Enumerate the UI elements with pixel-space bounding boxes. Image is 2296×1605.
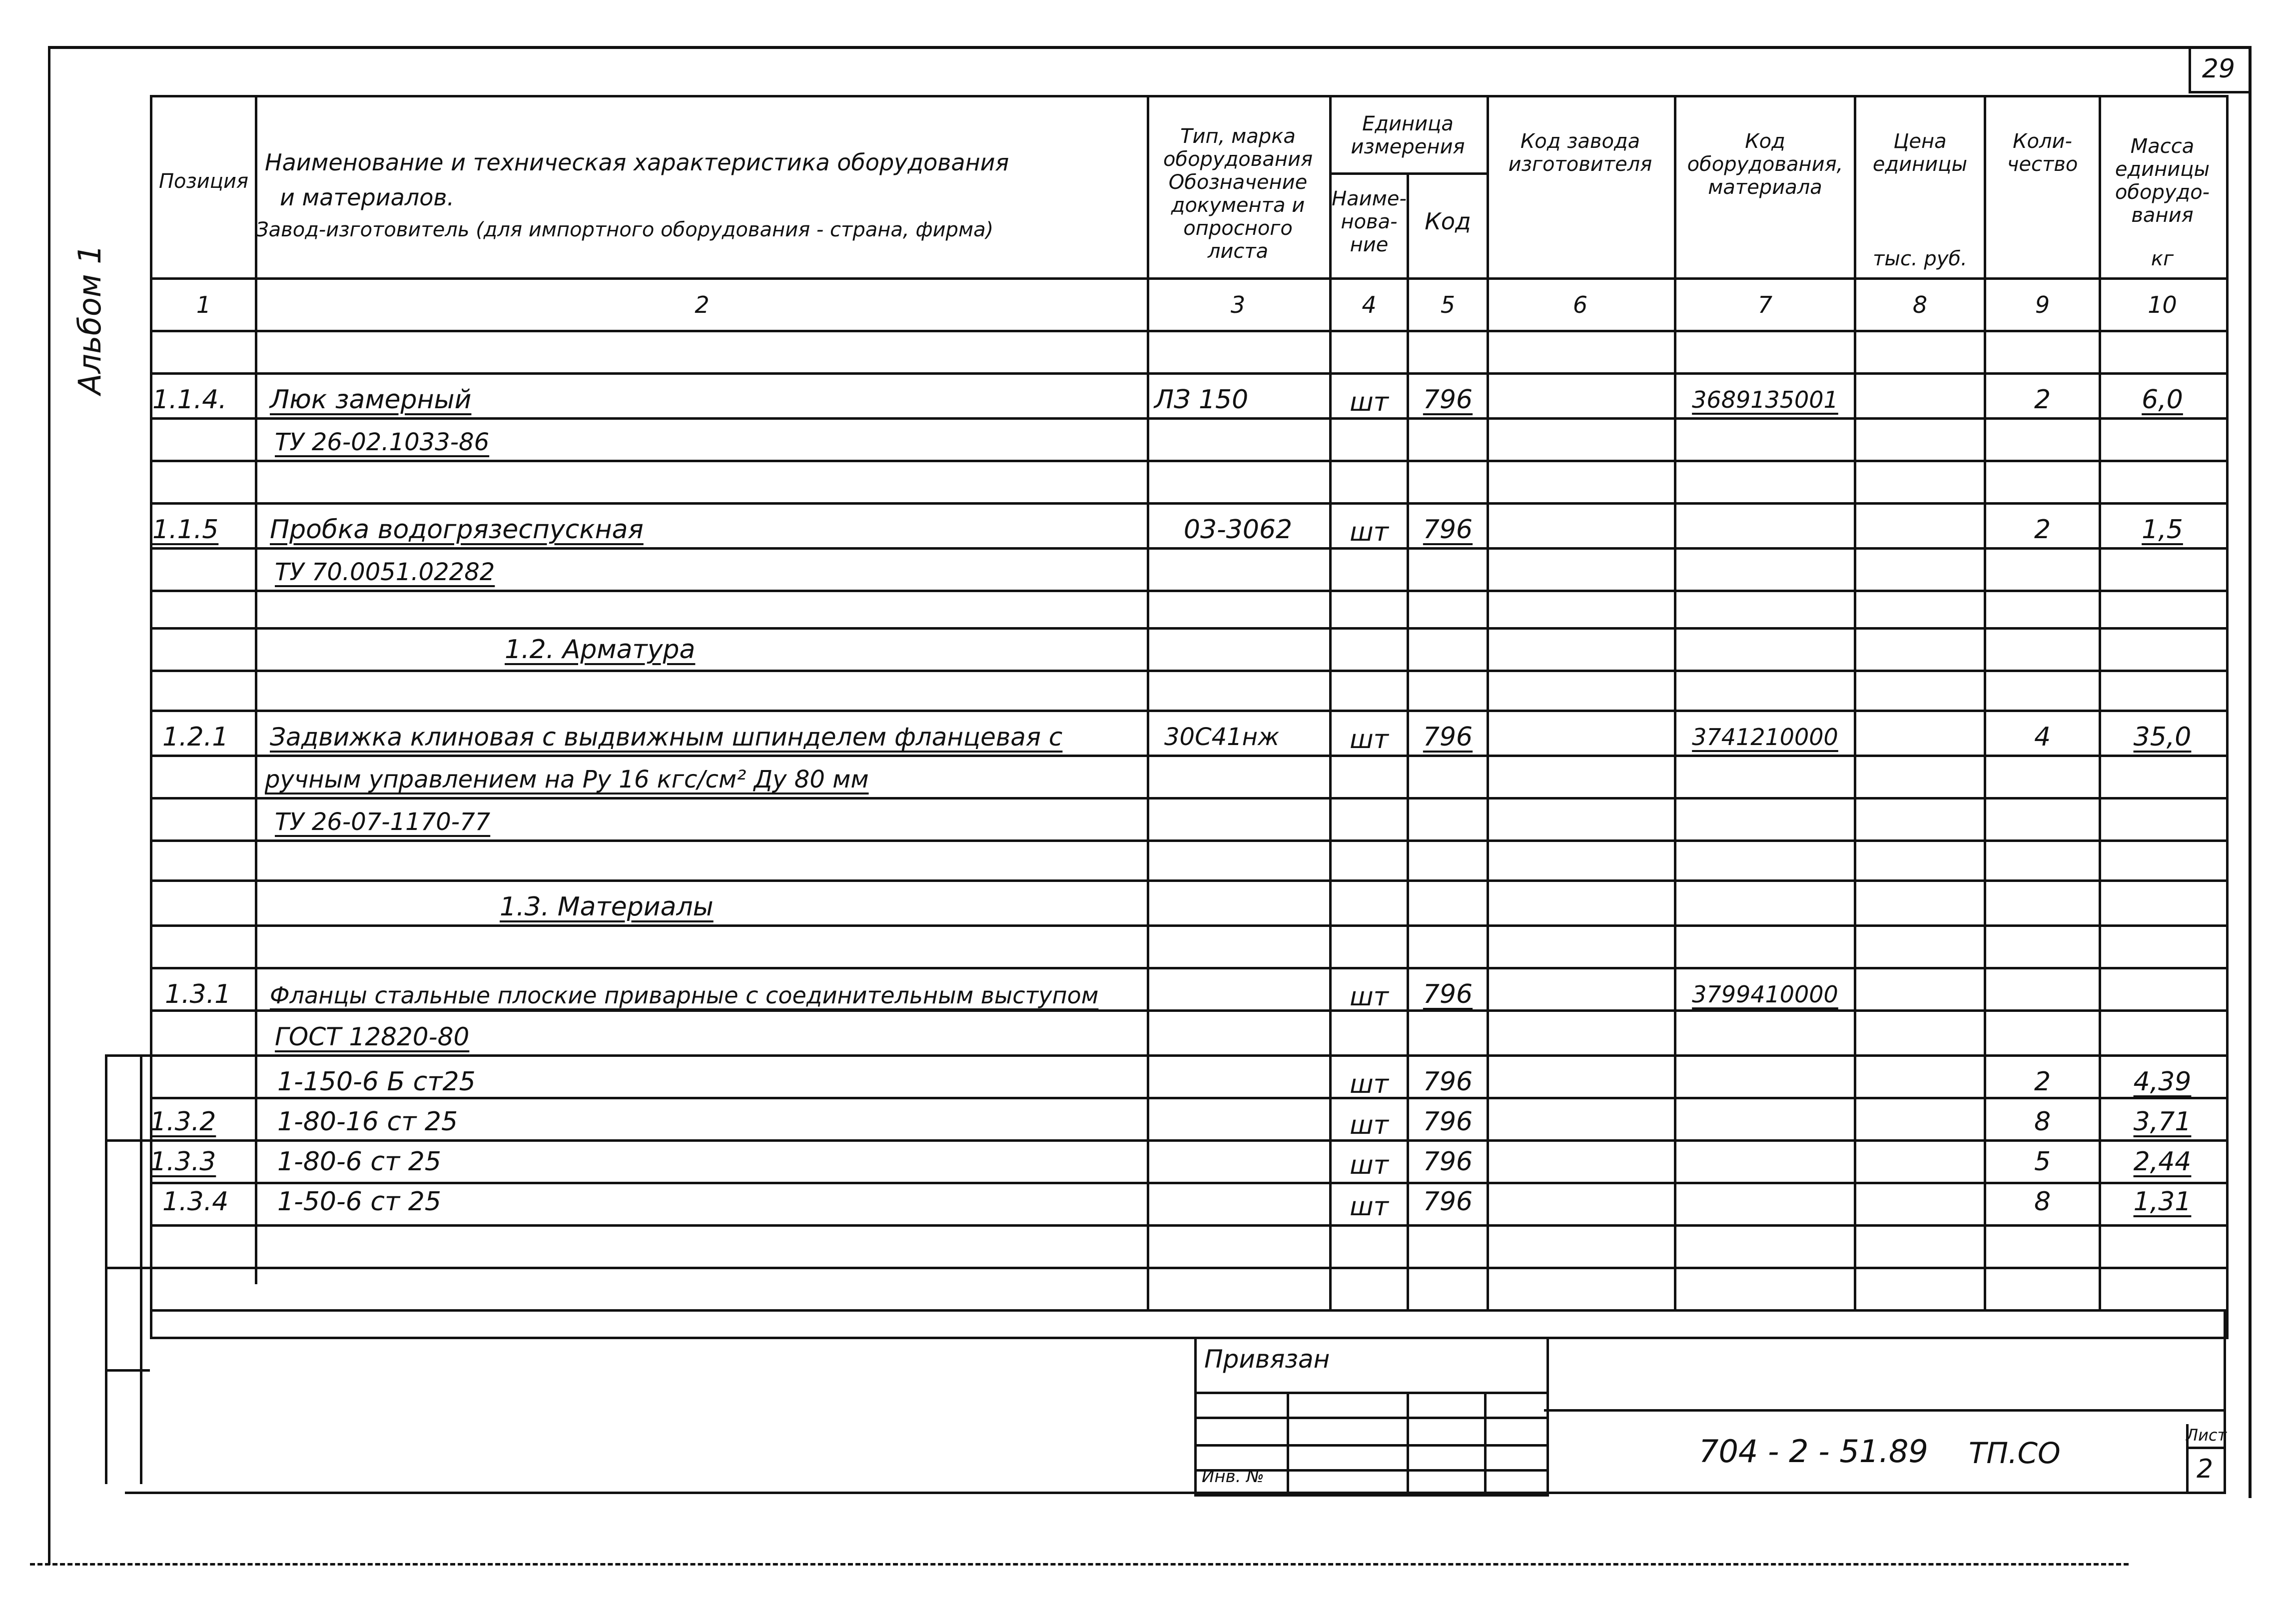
row-mass: 4,39 xyxy=(2133,1067,2192,1097)
inv-number-label: Инв. № xyxy=(1202,1467,1264,1487)
header-factory-code-line: Код завода xyxy=(1520,130,1640,153)
row-line xyxy=(150,1309,2226,1312)
row-quantity: 2 xyxy=(2034,515,2051,545)
album-label: Альбом 1 xyxy=(71,244,108,395)
header-mass-line: единицы xyxy=(2115,158,2210,181)
row-quantity: 4 xyxy=(2034,722,2051,752)
header-type-line: Обозначение xyxy=(1168,171,1308,194)
left-border xyxy=(48,46,50,1565)
row-quantity: 2 xyxy=(2034,385,2051,415)
header-factory-code xyxy=(1489,130,1671,176)
row-code: 796 xyxy=(1423,722,1473,752)
row-name: 1-50-6 ст 25 xyxy=(277,1187,441,1217)
row-code: 796 xyxy=(1423,1107,1473,1137)
row-code: 796 xyxy=(1423,979,1473,1009)
privyazan-line xyxy=(1194,1392,1546,1394)
header-name-line2: и материалов. xyxy=(280,184,455,211)
row-material-code: 3741210000 xyxy=(1692,724,1838,751)
row-name: Люк замерный xyxy=(270,385,472,415)
header-unit-name xyxy=(1332,187,1407,256)
header-factory-code-line: изготовителя xyxy=(1508,153,1652,176)
header-unit-line: измерения xyxy=(1351,135,1465,158)
header-subline xyxy=(1329,172,1487,175)
colnum: 2 xyxy=(695,291,710,318)
row-name: ТУ 26-02.1033-86 xyxy=(275,428,490,456)
row-name: ТУ 70.0051.02282 xyxy=(275,558,495,586)
row-line xyxy=(150,710,2226,712)
row-line xyxy=(150,1224,2226,1227)
header-price-line: единицы xyxy=(1872,153,1968,176)
header-unit-name-line: нова- xyxy=(1341,210,1398,233)
binding-strip-line xyxy=(105,1054,107,1484)
row-mass: 1,5 xyxy=(2142,515,2183,545)
colnum: 10 xyxy=(2148,291,2177,318)
sheet-number: 29 xyxy=(2202,54,2236,84)
row-position: 1.1.4. xyxy=(152,385,227,415)
header-type-line: документа и xyxy=(1171,194,1305,217)
row-name: Пробка водогрязеспускная xyxy=(270,515,644,545)
row-type: ЛЗ 150 xyxy=(1154,385,1249,415)
row-name: Фланцы стальные плоские приварные с соединительным выступом xyxy=(270,982,1099,1009)
row-line xyxy=(150,547,2226,550)
section-title-materialy: 1.3. Материалы xyxy=(500,892,714,922)
colnum: 3 xyxy=(1230,291,1246,318)
row-line xyxy=(150,879,2226,882)
binding-strip-line xyxy=(105,1054,150,1057)
colnum: 8 xyxy=(1912,291,1928,318)
row-mass: 3,71 xyxy=(2133,1107,2192,1137)
row-code: 796 xyxy=(1423,385,1473,415)
row-line xyxy=(150,1139,2226,1142)
row-quantity: 2 xyxy=(2034,1067,2051,1097)
row-unit: шт xyxy=(1350,1192,1389,1222)
header-type-line: листа xyxy=(1207,240,1269,263)
row-position: 1.1.5 xyxy=(152,515,219,545)
privyazan-col xyxy=(1287,1392,1289,1492)
header-mass-line: вания xyxy=(2131,204,2194,227)
row-line xyxy=(150,417,2226,420)
row-line xyxy=(150,1267,2226,1269)
sheet-number-bottom: 2 xyxy=(2196,1454,2214,1484)
row-unit: шт xyxy=(1350,1069,1389,1099)
colnum: 5 xyxy=(1440,291,1456,318)
header-type-line: оборудования xyxy=(1163,148,1313,171)
colnum: 1 xyxy=(196,291,211,318)
bottom-border xyxy=(30,1563,2129,1566)
row-position: 1.3.3 xyxy=(150,1147,216,1177)
row-line xyxy=(150,502,2226,505)
header-unit xyxy=(1332,112,1484,158)
binding-strip-line xyxy=(105,1267,150,1269)
header-name-line3: Завод-изготовитель (для импортного оборудования - страна, фирма) xyxy=(256,218,994,241)
col-line xyxy=(255,95,257,1284)
row-material-code: 3689135001 xyxy=(1692,386,1838,413)
sheet-label: Лист xyxy=(2186,1426,2227,1445)
row-mass: 6,0 xyxy=(2142,385,2183,415)
row-unit: шт xyxy=(1350,725,1389,755)
header-quantity-line: чество xyxy=(2007,153,2078,176)
privyazan-line xyxy=(1194,1444,1546,1447)
header-bottom-line xyxy=(150,277,2226,280)
row-line xyxy=(150,670,2226,672)
header-material-code-line: материала xyxy=(1708,176,1822,199)
row-code: 796 xyxy=(1423,1067,1473,1097)
stamp-top-line xyxy=(1544,1409,2226,1412)
row-code: 796 xyxy=(1423,1147,1473,1177)
document-type: ТП.СО xyxy=(1969,1436,2061,1470)
header-type-line: Тип, марка xyxy=(1180,125,1296,148)
privyazan-col xyxy=(1407,1392,1409,1492)
row-material-code: 3799410000 xyxy=(1692,981,1838,1008)
header-unit-code: Код xyxy=(1425,208,1471,235)
row-position: 1.3.1 xyxy=(165,979,231,1009)
row-name: Задвижка клиновая с выдвижным шпинделем фланцевая с xyxy=(270,723,1063,752)
row-name: 1-80-6 ст 25 xyxy=(277,1147,441,1177)
row-line xyxy=(150,1097,2226,1099)
colnum: 6 xyxy=(1572,291,1588,318)
row-code: 796 xyxy=(1423,1187,1473,1217)
document-code: 704 - 2 - 51.89 xyxy=(1699,1433,1928,1470)
header-type xyxy=(1149,125,1327,263)
header-position: Позиция xyxy=(158,170,249,193)
row-mass: 2,44 xyxy=(2133,1147,2192,1177)
header-unit-name-line: ние xyxy=(1350,233,1389,256)
header-material-code-line: Код xyxy=(1745,130,1785,153)
row-quantity: 8 xyxy=(2034,1107,2051,1137)
row-unit: шт xyxy=(1350,1110,1389,1140)
row-type: 30С41нж xyxy=(1164,723,1280,751)
row-line xyxy=(150,460,2226,462)
colnum: 9 xyxy=(2035,291,2050,318)
colnum: 7 xyxy=(1757,291,1773,318)
row-line xyxy=(150,627,2226,630)
row-line xyxy=(150,797,2226,800)
binding-strip-line xyxy=(105,1369,150,1372)
header-mass-unit: кг xyxy=(2151,247,2174,270)
row-unit: шт xyxy=(1350,982,1389,1012)
row-quantity: 8 xyxy=(2034,1187,2051,1217)
section-title-armatura: 1.2. Арматура xyxy=(505,635,696,665)
header-price-unit: тыс. руб. xyxy=(1873,247,1967,270)
row-name: ручным управлением на Ру 16 кгс/см² Ду 80 мм xyxy=(265,766,869,794)
row-line xyxy=(150,1182,2226,1184)
row-position: 1.2.1 xyxy=(162,722,229,752)
privyazan-line xyxy=(1194,1417,1546,1419)
binding-strip-line xyxy=(140,1054,142,1484)
colnum-bottom-line xyxy=(150,330,2226,332)
row-position: 1.3.4 xyxy=(162,1187,229,1217)
header-quantity-line: Коли- xyxy=(2013,130,2072,153)
header-mass xyxy=(2101,135,2224,227)
privyazan-col xyxy=(1484,1392,1487,1492)
row-line xyxy=(150,924,2226,927)
stamp-bottom-line xyxy=(125,1492,2226,1494)
header-name-line1: Наименование и техническая характеристика оборудования xyxy=(265,149,1009,176)
row-type: 03-3062 xyxy=(1183,515,1293,545)
row-unit: шт xyxy=(1350,517,1389,547)
header-price-line: Цена xyxy=(1893,130,1947,153)
header-unit-line: Единица xyxy=(1362,112,1454,135)
row-name: 1-80-16 ст 25 xyxy=(277,1107,458,1137)
row-position: 1.3.2 xyxy=(150,1107,216,1137)
row-mass: 35,0 xyxy=(2133,722,2192,752)
row-name: ГОСТ 12820-80 xyxy=(275,1022,470,1051)
row-line xyxy=(150,1054,2226,1057)
header-quantity xyxy=(1986,130,2099,176)
header-unit-name-line: Наиме- xyxy=(1332,187,1407,210)
row-line xyxy=(150,839,2226,842)
header-price xyxy=(1856,130,1984,176)
header-type-line: опросного xyxy=(1183,217,1293,240)
row-unit: шт xyxy=(1350,387,1389,417)
row-line xyxy=(150,967,2226,969)
row-line xyxy=(150,590,2226,592)
row-mass: 1,31 xyxy=(2133,1187,2192,1217)
row-name: ТУ 26-07-1170-77 xyxy=(275,808,491,836)
binding-strip-line xyxy=(105,1139,150,1142)
header-mass-line: оборудо- xyxy=(2115,181,2210,204)
privyazan-label: Привязан xyxy=(1204,1345,1330,1374)
sheet-box-line xyxy=(2186,1447,2224,1449)
row-quantity: 5 xyxy=(2034,1147,2051,1177)
header-mass-line: Масса xyxy=(2130,135,2195,158)
row-line xyxy=(150,372,2226,375)
row-unit: шт xyxy=(1350,1150,1389,1180)
header-material-code xyxy=(1676,130,1854,199)
row-name: 1-150-6 Б ст25 xyxy=(277,1067,476,1097)
header-material-code-line: оборудования, xyxy=(1687,153,1843,176)
row-line xyxy=(150,755,2226,757)
row-code: 796 xyxy=(1423,515,1473,545)
spec-table-frame xyxy=(150,95,2229,1339)
colnum: 4 xyxy=(1362,291,1377,318)
